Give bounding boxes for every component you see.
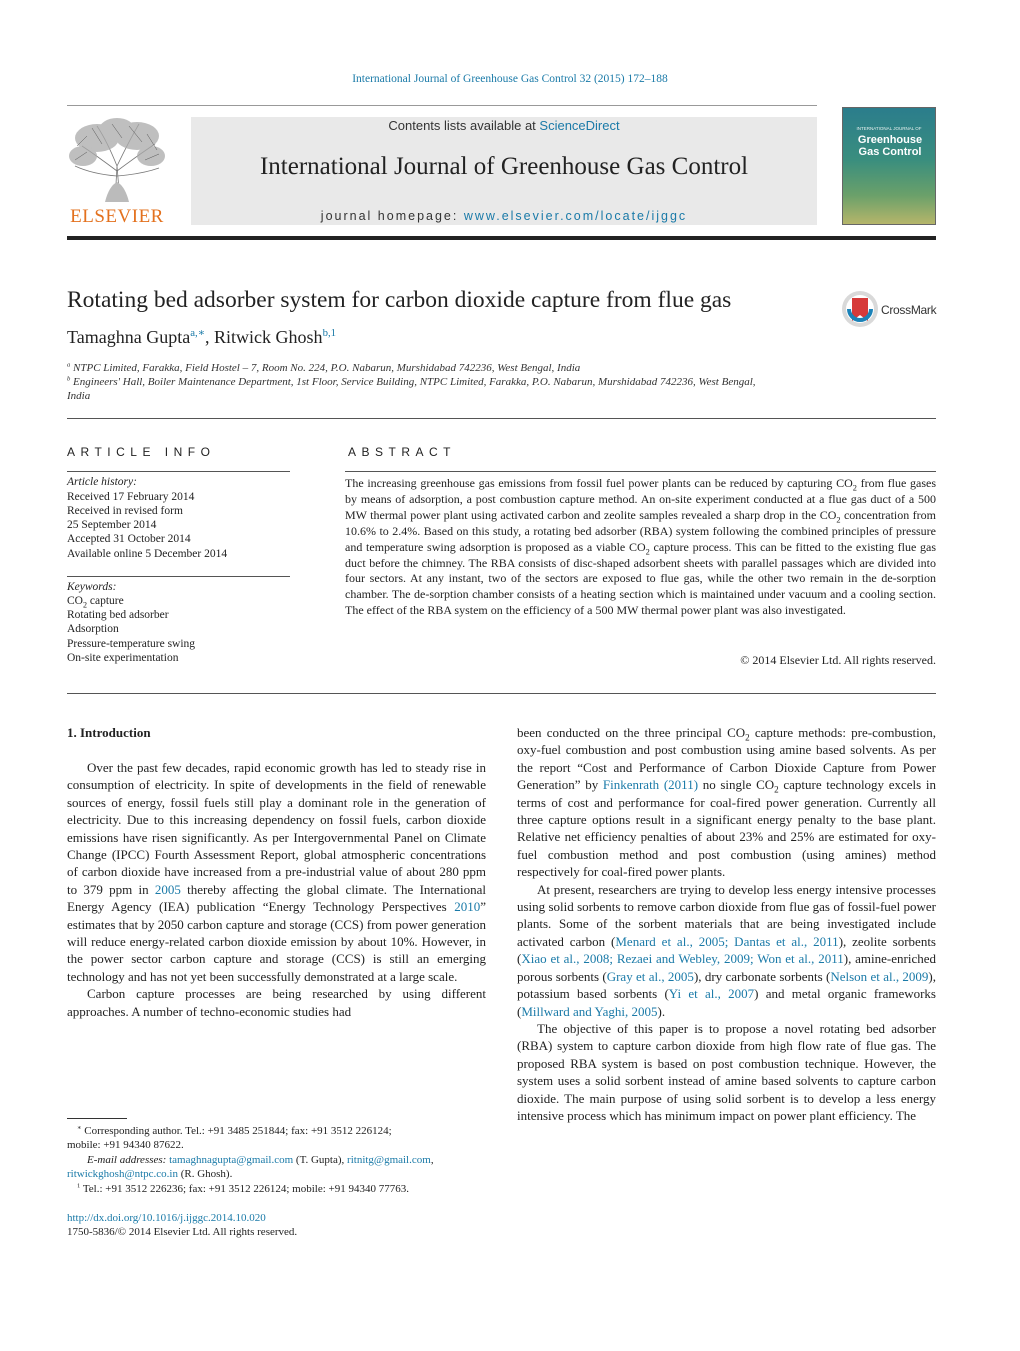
homepage-link[interactable]: www.elsevier.com/locate/ijggc: [463, 209, 688, 223]
footnote-rule: [67, 1118, 127, 1119]
keyword-item: Adsorption: [67, 623, 119, 635]
abstract-heading: ABSTRACT: [348, 445, 457, 459]
author-affiliation-marks[interactable]: a,∗: [190, 327, 206, 339]
paragraph: Carbon capture processes are being researched by using different approaches. A number of techno-economic studies had: [67, 986, 486, 1019]
copyright-notice: © 2014 Elsevier Ltd. All rights reserved.: [740, 653, 936, 667]
crossmark-label: CrossMark: [881, 303, 937, 317]
elsevier-tree-icon: [67, 116, 167, 204]
affiliation-mark: a: [67, 361, 71, 369]
citation-link[interactable]: 2005: [154, 881, 181, 897]
citation-link[interactable]: Millward and Yaghi, 2005: [521, 1003, 658, 1019]
paragraph: been conducted on the three principal $CO_2$ capture methods: pre-combustion, oxy-fuel combustion and post combustion using amine based solvents. As per the report “Cost and Performance of Carbon Dioxide Capture from Power Generation” by Finkenrath (2011) no single $CO_2$ capture technology excels in terms of cost and performance for coal-fired power generation. Currently all three capture options result in a significant energy penalty to the base plant. Relative net efficiency penalties of about 23% and 25% are estimated for oxy-fuel combustion method and post combustion (using amines) method respectively for coal-fired power plants.: [517, 725, 936, 880]
keyword-item: Pressure-temperature swing: [67, 638, 196, 650]
homepage-prefix: journal homepage:: [320, 209, 464, 223]
email-link[interactable]: tamaghnagupta@gmail.com: [169, 1154, 294, 1166]
email-link[interactable]: ritwickghosh@ntpc.co.in: [67, 1168, 178, 1180]
doi-link[interactable]: http://dx.doi.org/10.1016/j.ijggc.2014.10.020: [67, 1212, 266, 1224]
author-list: [67, 327, 336, 348]
journal-cover[interactable]: [842, 107, 936, 225]
keyword-item: On-site experimentation: [67, 652, 179, 664]
contents-prefix: Contents lists available at: [388, 118, 540, 133]
history-item: Received in revised form: [67, 505, 183, 517]
sciencedirect-link[interactable]: ScienceDirect: [539, 118, 620, 133]
main-rule: [67, 693, 936, 694]
citation-link[interactable]: Finkenrath (2011): [602, 777, 699, 793]
history-item: Accepted 31 October 2014: [67, 533, 191, 545]
abstract-text: The increasing greenhouse gas emissions from fossil fuel power plants can be reduced by capturing $CO_2$ from flue gases by means of adsorption, a post combustion capture method. An on-site experiment conducted at a flue gas duct of a 500 MW thermal power plant using activated carbon and zeolite samples revealed a sharp drop in the $CO_2$ concentration from 10.6% to 2.4%. Based on this study, a rotating bed adsorber (RBA) system following the combined principles of pressure and temperature swing adsorption is proposed as a viable $CO_2$ capture process. This can be fitted to the existing flue gas duct before the chimney. The RBA consists of disc-shaped adsorbent sheets with parallel passages which are divided into four sectors. At any instant, two of the sectors are exposed to flue gas, while the other two remain in the de-sorption chamber. The de-sorption chamber consists of a heating section which is maintained under vacuum and a cooling section. The effect of the RBA system on the efficiency of a 500 MW thermal power plant was also investigated.: [345, 476, 936, 618]
cover-subtitle: INTERNATIONAL JOURNAL OF: [856, 126, 922, 131]
elsevier-wordmark: ELSEVIER: [70, 206, 164, 227]
footnote-emails: E-mail addresses: tamaghnagupta@gmail.com (T. Gupta), ritnitg@gmail.com,: [87, 1154, 434, 1166]
citation-link[interactable]: Xiao et al., 2008; Rezaei and Webley, 2009; Won et al., 2011: [521, 951, 844, 967]
keyword-item: $CO_2$ capture: [67, 595, 124, 610]
article-info-heading: ARTICLE INFO: [67, 445, 216, 459]
journal-reference[interactable]: International Journal of Greenhouse Gas Control 32 (2015) 172–188: [352, 73, 668, 85]
section-heading-introduction: 1. Introduction: [67, 725, 151, 740]
history-item: 25 September 2014: [67, 519, 157, 531]
header-thick-rule: [67, 236, 936, 240]
citation-link[interactable]: Nelson et al., 2009: [830, 968, 929, 984]
crossmark-badge[interactable]: [841, 290, 937, 330]
keywords-rule: [67, 576, 290, 577]
history-label: Article history:: [67, 476, 137, 488]
author-separator: ,: [205, 327, 215, 347]
affiliation-a: [67, 362, 580, 374]
abstract-rule: [345, 471, 936, 472]
paragraph: At present, researchers are trying to develop less energy intensive processes using solid sorbents to remove carbon dioxide from flue gas of fossil-fuel power plants. Some of the sorbent materials that are being investigated include activated carbon (Menard et al., 2005; Dantas et al., 2011), zeolite sorbents (Xiao et al., 2008; Rezaei and Webley, 2009; Won et al., 2011), amine-enriched porous sorbents (Gray et al., 2005), dry carbonate sorbents (Nelson et al., 2009), potassium based sorbents (Yi et al., 2007) and metal organic frameworks (Millward and Yaghi, 2005).: [517, 881, 936, 1019]
contents-line: [191, 118, 817, 133]
paragraph: Over the past few decades, rapid economic growth has led to steady rise in consumption of electricity. In spite of developments in the field of renewable sources of energy, fossil fuels still play a dominant role in the generation of electricity. Due to this increasing dependency on fossil fuels, carbon dioxide emissions have risen significantly. As per Intergovernmental Panel on Climate Change (IPCC) Fourth Assessment Report, global atmospheric concentrations of carbon dioxide have increased from a pre-industrial value of about 280 ppm to 379 ppm in 2005 thereby affecting the global climate. The International Energy Agency (IEA) publication “Energy Technology Perspectives 2010” estimates that by 2050 carbon capture and storage (CCS) from power generation will reduce energy-related carbon dioxide emission by about 10%. However, in the power sector carbon capture and storage (CCS) is still an emerging technology and has not yet been successfully demonstrated at a large scale.: [67, 760, 486, 984]
keywords-label: Keywords:: [67, 581, 117, 593]
footnote-emails-cont: ritwickghosh@ntpc.co.in (R. Ghosh).: [67, 1168, 233, 1180]
cover-title: Greenhouse Gas Control: [857, 134, 923, 158]
crossmark-icon: [841, 290, 879, 328]
paragraph: The objective of this paper is to propose a novel rotating bed adsorber (RBA) system to capture carbon dioxide from high flow rate of flue gas. The proposed RBA system is based on post combustion technique. However, the system uses a solid sorbent instead of amine based solvents to capture carbon dioxide. The main purpose of using solid sorbent is to develop a less energy intensive process which has minimum impact on power plant efficiency. The: [517, 1020, 936, 1123]
affiliation-text: NTPC Limited, Farakka, Field Hostel – 7, Room No. 224, P.O. Nabarun, Murshidabad 742236, West Bengal, India: [73, 362, 581, 374]
affiliation-b: [67, 376, 756, 388]
article-title: Rotating bed adsorber system for carbon dioxide capture from flue gas: [67, 287, 732, 313]
author-name: Tamaghna Gupta: [67, 327, 191, 347]
homepage-line: [191, 209, 817, 223]
affiliation-b-cont: India: [67, 390, 91, 402]
body-column-left: [67, 759, 486, 1020]
affiliation-text: Engineers' Hall, Boiler Maintenance Department, 1st Floor, Service Building, NTPC Limited, Farakka, P.O. Nabarun, Murshidabad 742236, West Bengal,: [73, 376, 756, 388]
footnote-1: $^1$ Tel.: +91 3512 226236; fax: +91 3512 226124; mobile: +91 94340 77763.: [77, 1182, 409, 1195]
author-name: Ritwick Ghosh: [214, 327, 323, 347]
citation-link[interactable]: Menard et al., 2005; Dantas et al., 2011: [615, 933, 839, 949]
citation-link[interactable]: 2010: [454, 899, 481, 915]
issn-notice: 1750-5836/© 2014 Elsevier Ltd. All rights reserved.: [67, 1226, 298, 1238]
keyword-item: Rotating bed adsorber: [67, 609, 169, 621]
history-item: Available online 5 December 2014: [67, 548, 228, 560]
history-item: Received 17 February 2014: [67, 491, 195, 503]
footnote-corresponding: ∗ Corresponding author. Tel.: +91 3485 251844; fax: +91 3512 226124;: [77, 1124, 392, 1137]
journal-header-band: [191, 117, 817, 225]
citation-link[interactable]: Yi et al., 2007: [668, 986, 755, 1002]
journal-title: International Journal of Greenhouse Gas Control: [259, 153, 749, 180]
affiliation-mark: b: [67, 375, 71, 383]
footnote-corresponding-cont: mobile: +91 94340 87622.: [67, 1139, 184, 1151]
header-rule: [67, 105, 817, 106]
affiliation-rule: [67, 418, 936, 419]
author-affiliation-marks[interactable]: b,1: [322, 327, 337, 339]
article-info-rule: [67, 471, 290, 472]
body-column-right: [517, 724, 936, 1124]
email-link[interactable]: ritnitg@gmail.com: [347, 1154, 431, 1166]
elsevier-logo: [67, 116, 167, 228]
citation-link[interactable]: Gray et al., 2005: [606, 968, 694, 984]
